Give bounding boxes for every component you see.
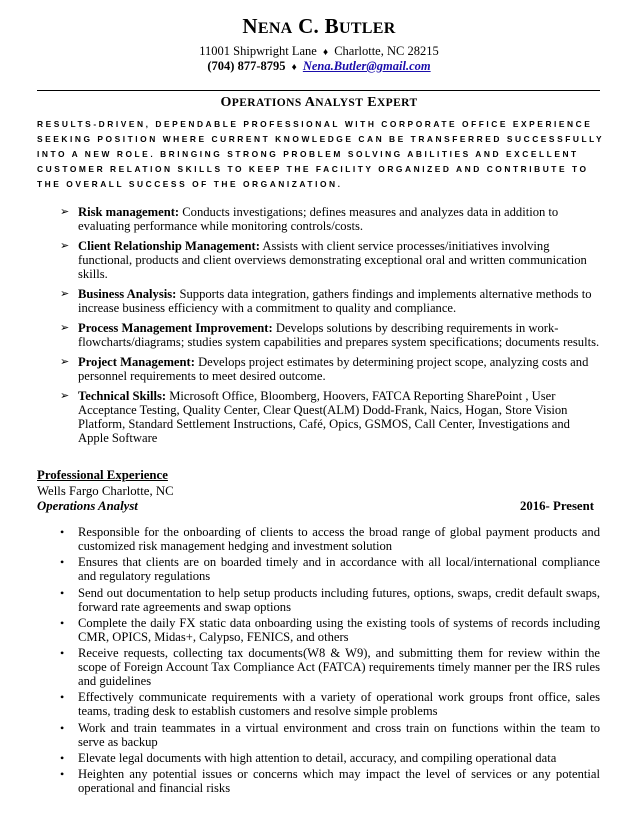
duty-item (60, 767, 600, 795)
bullet-dot-icon: • (60, 646, 65, 661)
arrowhead-icon: ➢ (60, 240, 70, 252)
employer-name: Wells Fargo Charlotte, NC (37, 484, 174, 498)
header-divider (37, 90, 600, 91)
title-initial: O (220, 95, 232, 110)
title-initial: E (367, 95, 377, 110)
title-initial: A (304, 95, 316, 110)
duty-text: Receive requests, collecting tax documents(W8 & W9), and submitting them for review within the scope of Foreign Account Tax Compliance Act (FATCA) requirements timely manner per the IRS rules and guidelines (78, 646, 600, 689)
skill-description: Supports data integration, gathers findings and implements alternative methods to increase business efficiency with a commitment to quality and compliance. (78, 287, 592, 315)
street-address: 11001 Shipwright Lane (199, 44, 317, 58)
summary-line: RESULTS-DRIVEN, DEPENDABLE PROFESSIONAL WITH CORPORATE OFFICE EXPERIENCE (37, 119, 593, 129)
bullet-dot-icon: • (60, 585, 65, 600)
arrowhead-icon: ➢ (60, 390, 70, 402)
duty-item (60, 721, 600, 749)
skill-description: Conducts investigations; defines measures and analyzes data in addition to evaluating performance while monitoring controls/costs. (78, 205, 559, 233)
title-word: XPERT (376, 97, 418, 109)
email-link[interactable]: Nena.Butler@gmail.com (302, 59, 431, 73)
phone-number: (704) 877-8795 (207, 59, 286, 73)
experience-heading: Professional Experience (37, 468, 168, 482)
skill-label: Project Management: (78, 355, 195, 369)
duty-text: Ensures that clients are on boarded timely and in accordance with all local/international compliance and regulatory regulations (78, 555, 600, 584)
summary-line: CUSTOMER RELATION SKILLS TO KEEP THE FACILITY ORGANIZED AND CONTRIBUTE TO (37, 164, 589, 174)
skills-list (60, 205, 600, 451)
skill-item (60, 239, 600, 281)
arrowhead-icon: ➢ (60, 206, 70, 218)
skill-label: Client Relationship Management: (78, 239, 260, 253)
skill-label: Business Analysis: (78, 287, 177, 301)
bullet-dot-icon: • (60, 767, 65, 782)
arrowhead-icon: ➢ (60, 288, 70, 300)
duty-item (60, 586, 600, 614)
skill-item (60, 287, 600, 315)
address-line (0, 44, 638, 59)
skill-label: Risk management: (78, 205, 180, 219)
contact-line (0, 59, 638, 74)
title-word: NALYST (315, 97, 364, 109)
bullet-dot-icon: • (60, 615, 65, 630)
duties-list (60, 525, 600, 798)
bullet-dot-icon: • (60, 751, 65, 766)
diamond-separator-icon: ♦ (291, 62, 297, 73)
skill-description: Microsoft Office, Bloomberg, Hoovers, FATCA Reporting SharePoint , User Acceptance Testing, Quality Center, Clear Quest(ALM) Dodd-Frank, Naics, Hogan, Store Vision Platform, Standard Settlement Instructions, Café, Opics, GSMOS, Call Center, Investigations and Apple Software (78, 389, 570, 445)
duty-text: Effectively communicate requirements with a variety of operational work groups front office, sales teams, trading desk to establish customers and resolve simple problems (78, 690, 600, 719)
job-dates: 2016- Present (519, 499, 594, 513)
summary-line: THE OVERALL SUCCESS OF THE ORGANIZATION. (37, 179, 343, 189)
diamond-separator-icon: ♦ (322, 47, 329, 58)
arrowhead-icon: ➢ (60, 322, 70, 334)
skill-item (60, 321, 600, 349)
skill-description: Develops solutions by describing requirements in work-flowcharts/diagrams; studies system capabilities and prepares system specifications; documents results. (78, 321, 600, 349)
duty-text: Complete the daily FX static data onboarding using the existing tools of systems of records including CMR, OPICS, Midas+, Calypso, FENICS, and others (78, 615, 600, 644)
duty-text: Elevate legal documents with high attention to detail, accuracy, and compiling operational data (78, 751, 557, 766)
city-address: Charlotte, NC 28215 (334, 44, 439, 58)
candidate-name: NENA C. BUTLER (242, 14, 396, 38)
duty-text: Heighten any potential issues or concerns which may impact the level of services or any potential operational and financial risks (78, 767, 600, 796)
duty-item (60, 690, 600, 718)
summary-line: SEEKING POSITION WHERE CURRENT KNOWLEDGE CAN BE TRANSFERRED SUCCESSFULLY (37, 134, 605, 144)
objective-title (0, 95, 638, 111)
duty-item (60, 646, 600, 688)
skill-label: Process Management Improvement: (78, 321, 273, 335)
arrowhead-icon: ➢ (60, 356, 70, 368)
bullet-dot-icon: • (60, 690, 65, 705)
bullet-dot-icon: • (60, 525, 65, 539)
professional-summary (37, 117, 605, 192)
skill-description: Assists with client service processes/initiatives involving functional, products and client overviews demonstrating exceptional oral and written communication skills. (78, 239, 587, 281)
skill-item (60, 355, 600, 383)
duty-item (60, 525, 600, 553)
duty-item (60, 555, 600, 583)
job-title: Operations Analyst (37, 499, 138, 513)
bullet-dot-icon: • (60, 555, 65, 570)
duty-item (60, 751, 600, 765)
duty-text: Responsible for the onboarding of clients to access the broad range of global payment products and customized risk management hedging and investment solution (78, 525, 600, 553)
duty-item (60, 616, 600, 644)
duty-text: Work and train teammates in a virtual environment and cross train on functions within the team to serve as backup (78, 720, 600, 749)
summary-line: INTO A NEW ROLE. BRINGING STRONG PROBLEM SOLVING ABILITIES AND EXCELLENT (37, 149, 579, 159)
duty-text: Send out documentation to help setup products including futures, options, swaps, credit default swaps, forward rate agreements and swap options (78, 585, 600, 614)
bullet-dot-icon: • (60, 720, 65, 735)
skill-label: Technical Skills: (78, 389, 167, 403)
skill-description: Develops project estimates by determining project scope, analyzing costs and personnel requirements to meet desired outcome. (78, 355, 589, 383)
skill-item (60, 205, 600, 233)
title-word: PERATIONS (231, 97, 302, 109)
skill-item (60, 389, 600, 445)
